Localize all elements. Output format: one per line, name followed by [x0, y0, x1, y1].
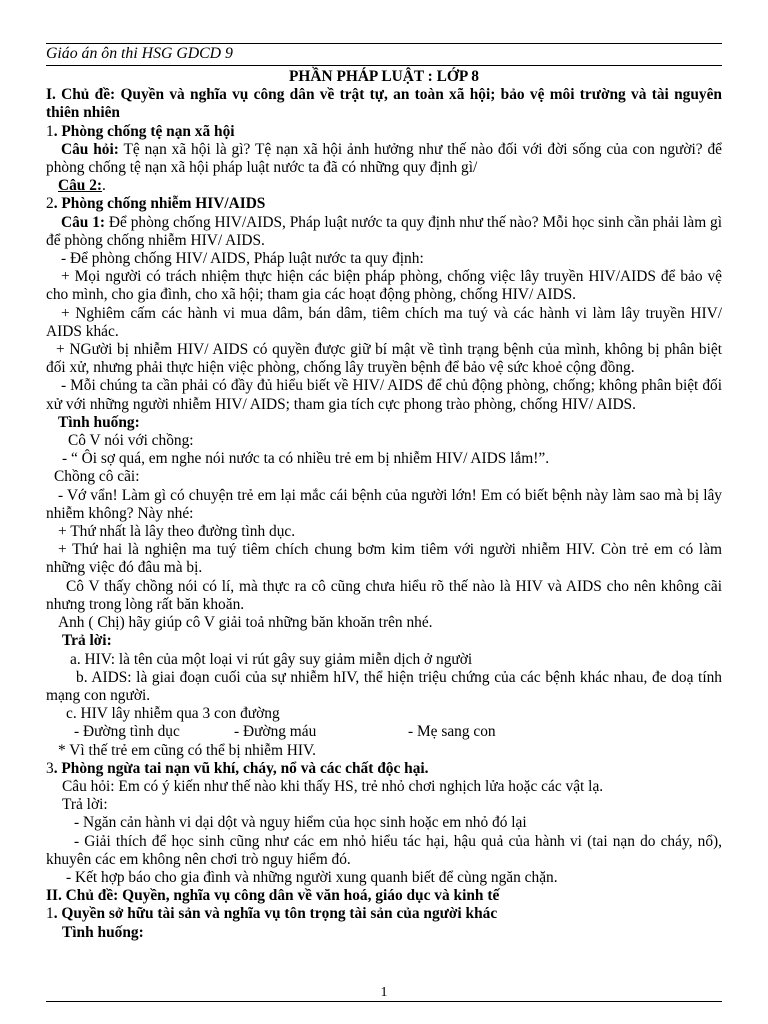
cau1-label: Câu 1: — [61, 213, 106, 231]
answer-line: b. AIDS: là giai đoạn cuối của sự nhiễm hIV, thể hiện triệu chứng của các bệnh khác nhau, đe doạ tính mạng con người. — [46, 668, 722, 704]
cau1-paragraph — [46, 214, 722, 250]
answer-heading: Trả lời: — [62, 796, 108, 814]
subsection-title: . Quyền sở hữu tài sản và nghĩa vụ tôn trọng tài sản của người khác — [53, 905, 498, 923]
route-item: - Đường tình dục — [74, 723, 180, 741]
question-label: Câu hỏi: — [61, 140, 119, 158]
part-heading: PHẦN PHÁP LUẬT : LỚP 8 — [289, 68, 479, 85]
section-heading-2: II. Chủ đề: Quyền, nghĩa vụ công dân về văn hoá, giáo dục và kinh tế — [46, 887, 500, 905]
route-item: - Đường máu — [234, 723, 317, 741]
story-line: Chồng cô cãi: — [54, 468, 140, 486]
law-intro: - Để phòng chống HIV/ AIDS, Pháp luật nước ta quy định: — [61, 250, 424, 268]
story-line: Anh ( Chị) hãy giúp cô V giải toả những băn khoăn trên nhé. — [58, 614, 433, 632]
law-point: + NGười bị nhiễm HIV/ AIDS có quyền được giữ bí mật về tình trạng bệnh của mình, không bị phân biệt đối xử, nhưng phải thực hiện việc phòng, chống lây truyền bệnh để bảo vệ sức khoẻ cộng đồng. — [46, 341, 722, 377]
story-line: + Thứ nhất là lây theo đường tình dục. — [58, 523, 296, 541]
document-header: Giáo án ôn thi HSG GDCD 9 — [46, 45, 233, 62]
subsection-title: . Phòng ngừa tai nạn vũ khí, cháy, nổ và các chất độc hại. — [53, 759, 429, 777]
cau2-label: Câu 2: — [58, 177, 103, 195]
cau1-text: Để phòng chống HIV/AIDS, Pháp luật nước ta quy định như thế nào? Mỗi học sinh cần phải làm gì để phòng chống nhiễm HIV/ AIDS. — [46, 213, 722, 249]
footer-rule — [46, 1001, 722, 1002]
routes-row — [46, 723, 722, 741]
story-line: - Vớ vẩn! Làm gì có chuyện trẻ em lại mắc cái bệnh của người lớn! Em có biết bệnh này làm sao mà bị lây nhiễm không? Này nhé: — [46, 486, 722, 522]
subsection-number: 2 — [46, 195, 54, 213]
story-line: Cô V thấy chồng nói có lí, mà thực ra cô cũng chưa hiểu rõ thế nào là HIV và AIDS cho nên không cãi nhưng trong lòng rất băn khoăn. — [46, 577, 722, 613]
subsection-title: . Phòng chống nhiễm HIV/AIDS — [53, 195, 266, 213]
answer-line: * Vì thế trẻ em cũng có thể bị nhiễm HIV. — [58, 741, 317, 759]
page-number: 1 — [380, 985, 388, 1000]
answer-line: - Kết hợp báo cho gia đình và những người xung quanh biết để cùng ngăn chặn. — [66, 868, 558, 886]
subsection-heading-3 — [46, 760, 722, 778]
document-body — [46, 68, 722, 942]
situation-heading: Tình huống: — [62, 923, 144, 941]
subsection-heading-2 — [46, 195, 722, 213]
question-text: Tệ nạn xã hội là gì? Tệ nạn xã hội ảnh hưởng như thế nào đối với đời sống của con người? để phòng chống tệ nạn xã hội pháp luật nước ta đã có những quy định gì/ — [46, 140, 722, 177]
subsection-number: 1 — [46, 905, 54, 923]
answer-line: - Giải thích để học sinh cũng như các em nhỏ hiểu tác hại, hậu quả của hành vi (tai nạn do cháy, nổ), khuyên các em không nên chơi trò nguy hiểm đó. — [46, 832, 722, 868]
document-page — [46, 0, 722, 1024]
subsection-heading-4 — [46, 905, 722, 923]
subsection-title: . Phòng chống tệ nạn xã hội — [53, 122, 235, 140]
cau2-line — [46, 177, 722, 195]
law-point: + Mọi người có trách nhiệm thực hiện các biện pháp phòng, chống việc lây truyền HIV/AIDS để bảo vệ cho mình, cho gia đình, cho xã hội; tham gia các hoạt động phòng, chống HIV/ AIDS. — [46, 268, 722, 304]
answer-line: c. HIV lây nhiễm qua 3 con đường — [66, 705, 280, 723]
story-line: - “ Ôi sợ quá, em nghe nói nước ta có nhiều trẻ em bị nhiễm HIV/ AIDS lắm!”. — [62, 450, 550, 468]
header-top-rule — [46, 43, 722, 44]
answer-heading: Trả lời: — [62, 632, 112, 650]
answer-line: - Ngăn cản hành vi dại dột và nguy hiểm của học sinh hoặc em nhỏ đó lại — [74, 814, 527, 832]
story-line: + Thứ hai là nghiện ma tuý tiêm chích chung bơm kim tiêm với người nhiễm HIV. Còn trẻ em có làm những việc đó đâu mà bị. — [46, 541, 722, 577]
story-line: Cô V nói với chồng: — [68, 432, 194, 450]
question-line: Câu hỏi: Em có ý kiến như thế nào khi thấy HS, trẻ nhỏ chơi nghịch lửa hoặc các vật lạ. — [62, 777, 604, 795]
cau2-text: . — [102, 177, 106, 195]
law-point: - Mỗi chúng ta cần phải có đầy đủ hiểu biết về HIV/ AIDS để chủ động phòng, chống; không phân biệt đối xử với những người nhiễm HIV/ AIDS; tham gia tích cực phong trào phòng, chống HIV/ AIDS. — [46, 377, 722, 413]
answer-line: a. HIV: là tên của một loại vi rút gây suy giảm miễn dịch ở người — [70, 650, 473, 668]
law-point: + Nghiêm cấm các hành vi mua dâm, bán dâm, tiêm chích ma tuý và các hành vi làm lây truyền HIV/ AIDS khác. — [46, 304, 722, 340]
subsection-number: 1 — [46, 122, 54, 140]
header-bottom-rule — [46, 65, 722, 66]
subsection-heading-1 — [46, 123, 722, 141]
route-item: - Mẹ sang con — [408, 723, 496, 741]
question-paragraph — [46, 141, 722, 177]
situation-heading: Tình huống: — [58, 413, 140, 431]
subsection-number: 3 — [46, 759, 54, 777]
section-heading-1: I. Chủ đề: Quyền và nghĩa vụ công dân về trật tự, an toàn xã hội; bảo vệ môi trường và tài nguyên thiên nhiên — [46, 86, 722, 122]
